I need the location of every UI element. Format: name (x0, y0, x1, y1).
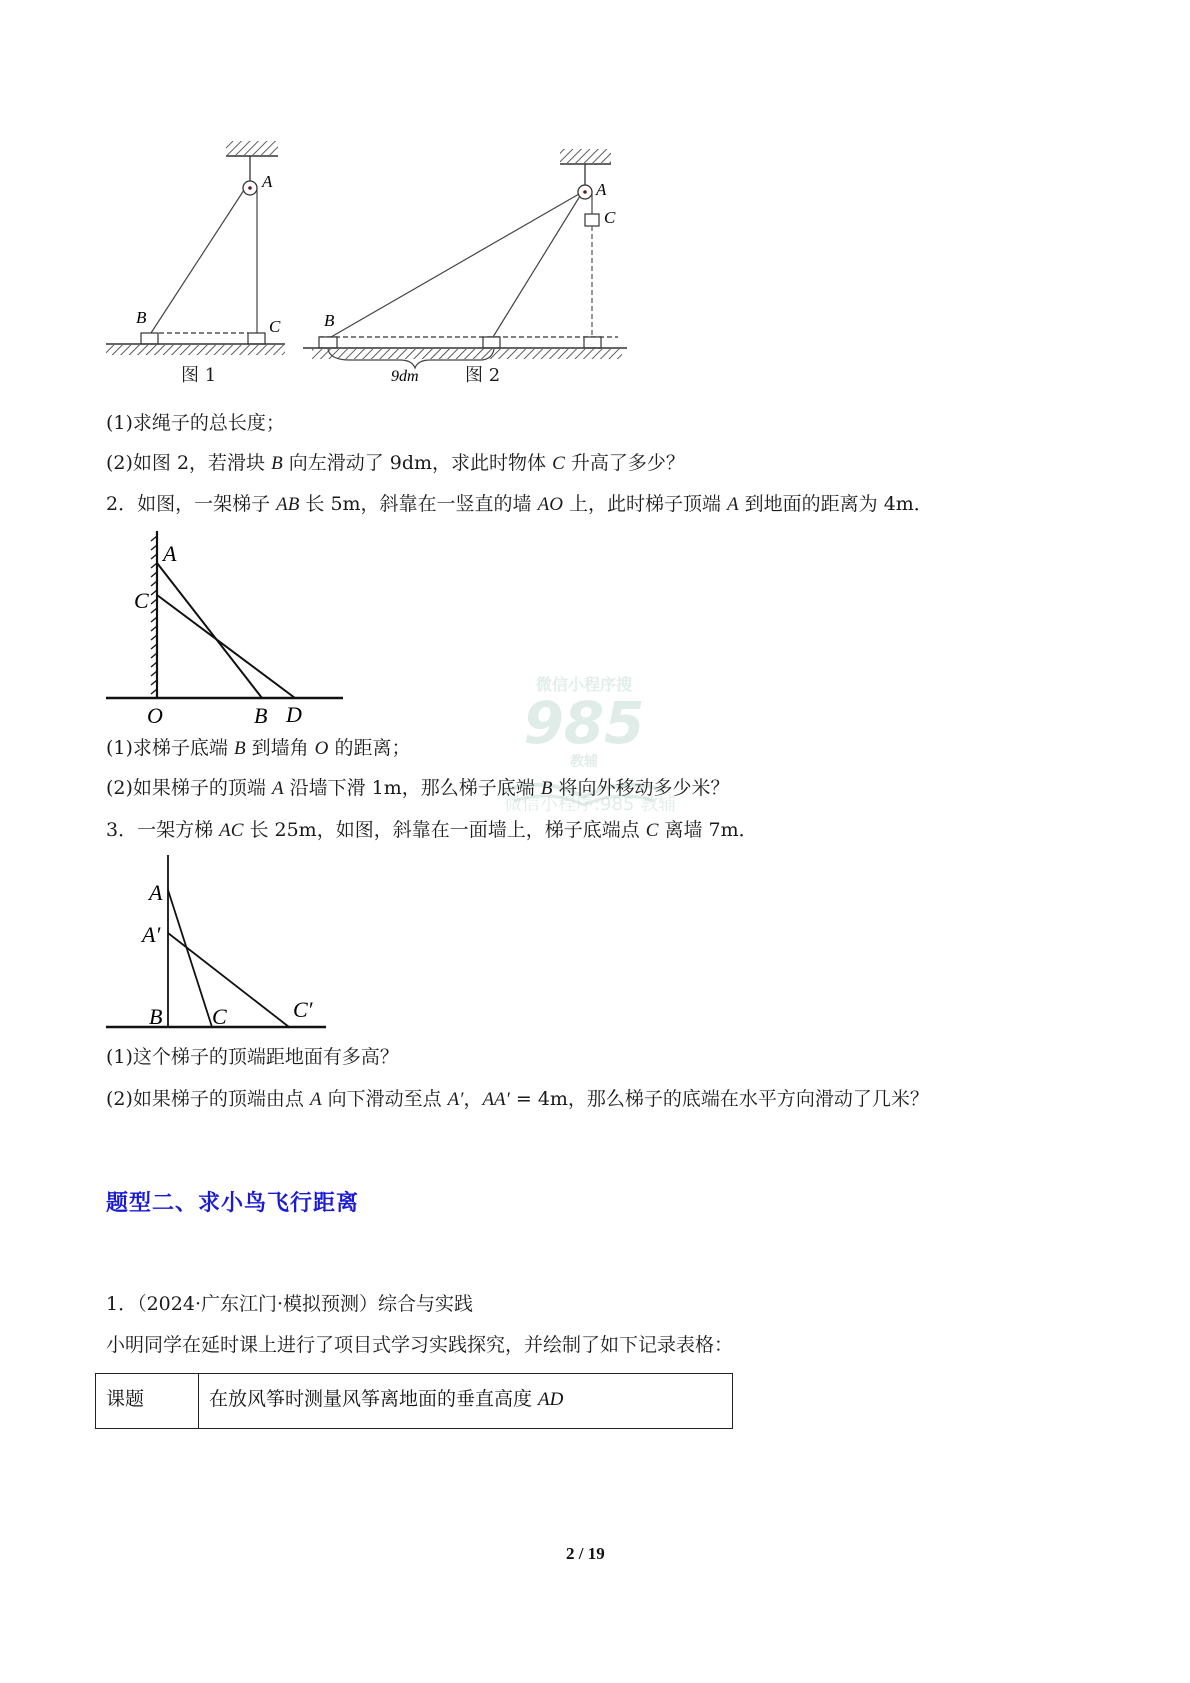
problem2-question-2: (2)如果梯子的顶端 A 沿墙下滑 1m，那么梯子底端 B 将向外移动多少米？ (106, 777, 730, 799)
section-problem1-intro: 小明同学在延时课上进行了项目式学习实践探究，并绘制了如下记录表格： (106, 1334, 734, 1356)
figure-2-caption: 图 2 (465, 365, 501, 386)
table-cell-content: 在放风筝时测量风筝离地面的垂直高度 AD (199, 1374, 733, 1429)
problem1-question-2: (2)如图 2，若滑块 B 向左滑动了 9dm，求此时物体 C 升高了多少？ (106, 452, 685, 474)
label-D: D (286, 702, 302, 727)
problem1-question-1: (1)求绳子的总长度； (106, 412, 285, 434)
figure-2 (303, 149, 627, 368)
label-C: C (604, 208, 616, 227)
section-problem1-source: 1．（2024·广东江门·模拟预测）综合与实践 (106, 1293, 474, 1315)
label-A: A (163, 541, 177, 566)
label-A-prime: A′ (142, 922, 161, 947)
watermark-bottom-text: 微信小程序:985 教辅 (503, 794, 677, 815)
record-table (95, 1373, 733, 1429)
problem3-stem: 3．一架方梯 AC 长 25m，如图，斜靠在一面墙上，梯子底端点 C 离墙 7m． (106, 819, 758, 841)
label-C: C (134, 588, 149, 613)
problem2-stem: 2．如图，一架梯子 AB 长 5m，斜靠在一竖直的墙 AO 上，此时梯子顶端 A 到地面的距离为 4m． (106, 493, 933, 515)
table-row (96, 1374, 733, 1429)
label-A: A (596, 180, 607, 199)
label-B: B (324, 311, 335, 330)
label-O: O (147, 703, 163, 728)
label-A: A (262, 172, 273, 191)
problem3-question-2: (2)如果梯子的顶端由点 A 向下滑动至点 A′，AA′ = 4m，那么梯子的底端在水平方向滑动了几米？ (106, 1088, 929, 1110)
section-heading: 题型二、求小鸟飞行距离 (106, 1191, 360, 1216)
label-A: A (149, 880, 163, 905)
label-C-prime: C′ (293, 997, 313, 1022)
label-B: B (136, 308, 147, 327)
problem3-question-1: (1)这个梯子的顶端距地面有多高？ (106, 1046, 399, 1068)
label-B: B (254, 703, 268, 728)
watermark-top-text: 微信小程序搜 (535, 675, 632, 694)
label-B: B (149, 1004, 163, 1029)
problem2-question-1: (1)求梯子底端 B 到墙角 O 的距离； (106, 737, 411, 759)
watermark-sub-text: 教辅 (570, 754, 598, 770)
label-C: C (269, 317, 281, 336)
label-C: C (212, 1004, 227, 1029)
figure-1 (106, 141, 285, 355)
pulley-figures (0, 0, 700, 400)
figure-ladder-wall (100, 525, 360, 735)
figure-1-caption: 图 1 (181, 365, 217, 386)
page-number: 2 / 19 (566, 1544, 605, 1563)
distance-label: 9dm (391, 368, 419, 385)
table-cell-label: 课题 (96, 1374, 199, 1429)
figure-ladder-slide (100, 850, 340, 1035)
watermark-number: 985 (523, 689, 645, 757)
